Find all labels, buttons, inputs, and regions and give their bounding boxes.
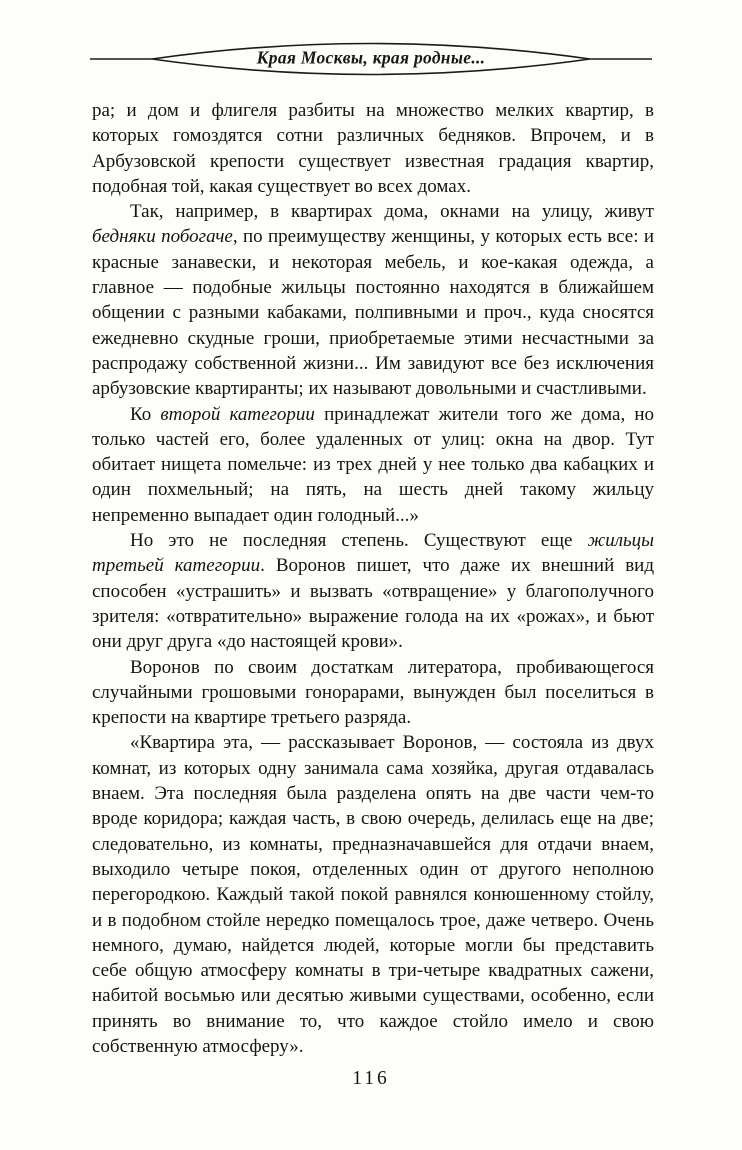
page-header (88, 40, 654, 78)
emphasis-text-run: бедняки побогаче (92, 226, 233, 248)
paragraph (92, 655, 654, 731)
paragraph (92, 528, 654, 654)
paragraph (92, 98, 654, 199)
text-run: ра; и дом и флигеля разбиты на множество мелких квартир, в которых гомоздятся сотни различных бедняков. Впрочем, и в Арбузовской крепости существует известная градация квартир, подобная той, какая существует во всех домах. (92, 100, 654, 197)
text-run: Ко (130, 403, 161, 425)
text-run: Так, например, в квартирах дома, окнами на улицу, живут (130, 201, 654, 223)
paragraph (92, 199, 654, 401)
page-number: 116 (352, 1068, 390, 1089)
emphasis-text-run: второй категории (160, 403, 315, 425)
paragraph (92, 730, 654, 1059)
text-run: принадлежат жители того же дома, но только частей его, более удаленных от улиц: окна на двор. Тут обитает нищета помельче: из трех дней у нее только два кабацких и один похмельный; на пять, на шесть дней такому жильцу непременно выпадает один голодный...» (92, 403, 654, 526)
paragraph (92, 402, 654, 528)
text-run: Воронов по своим достаткам литератора, пробивающегося случайными грошовыми гонорарами, вынужден был поселиться в крепости на квартире третьего разряда. (92, 656, 654, 729)
body-text (92, 98, 654, 1059)
emphasis-text-run: жильцы третьей категории (92, 530, 654, 577)
text-run: Но это не последняя степень. Существуют еще (130, 530, 588, 552)
text-run: , по преимуществу женщины, у которых есть все: и красные занавески, и некоторая мебель, и кое-какая одежда, а главное — подобные жильцы постоянно находятся в ближайшем общении с разными кабаками, полпивными и проч., куда сносятся ежедневно скудные гроши, приобретаемые этими несчастными за распродажу собственной жизни... Им завидуют все без исключения арбузовские квартиранты; их называют довольными и счастливыми. (92, 226, 654, 400)
running-title: Края Москвы, края родные... (256, 47, 486, 68)
text-run: «Квартира эта, — рассказывает Воронов, — состояла из двух комнат, из которых одну занимала сама хозяйка, другая отдавалась внаем. Эта последняя была разделена опять на две части чем-то вроде коридора; каждая часть, в свою очередь, делилась еще на две; следовательно, из комнаты, предназначавшейся для отдачи внаем, выходило четыре покоя, отделенных один от другого неполною перегородкою. Каждый такой покой равнялся конюшенному стойлу, и в подобном стойле нередко помещалось трое, даже четверо. Очень немного, думаю, найдется людей, которые могли бы представить себе общую атмосферу комнаты в три-четыре квадратных сажени, набитой восьмью или десятью живыми существами, особенно, если принять во внимание то, что каждое стойло имело и свою собственную атмосферу». (92, 732, 654, 1057)
text-run: . Воронов пишет, что даже их внешний вид способен «устрашить» и вызвать «отвращение» у благополучного зрителя: «отвратительно» выражение голода на их «рожах», и бьют они друг друга «до настоящей крови». (92, 555, 655, 653)
